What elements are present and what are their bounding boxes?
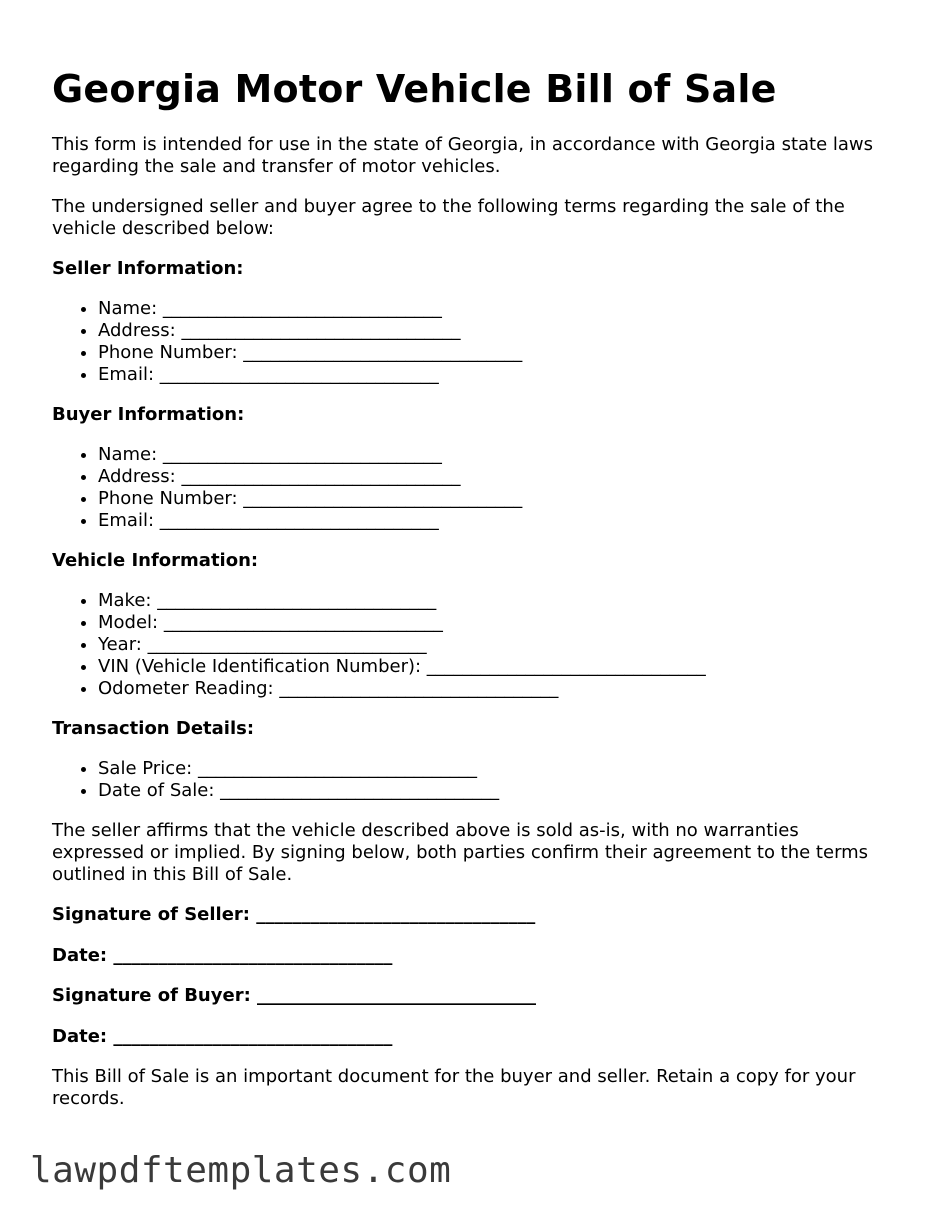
vehicle-model-field: • Model: _______________________________: [98, 612, 892, 634]
buyer-phone-field: • Phone Number: _______________________________: [98, 488, 892, 510]
vehicle-make-field: • Make: _______________________________: [98, 590, 892, 612]
seller-phone-field: • Phone Number: _______________________________: [98, 342, 892, 364]
sale-price-field: • Sale Price: _______________________________: [98, 758, 892, 780]
seller-signature-line: Signature of Seller: _______________________________: [52, 904, 536, 925]
sale-date-field: • Date of Sale: _______________________________: [98, 780, 892, 802]
seller-address-field: • Address: _______________________________: [98, 320, 892, 342]
section-heading: Vehicle Information:: [52, 550, 259, 571]
closing-paragraph: This Bill of Sale is an important document for the buyer and seller. Retain a copy for your records.: [52, 1066, 856, 1109]
field-list: [52, 590, 892, 700]
section-heading: Seller Information:: [52, 258, 244, 279]
field-list: [52, 298, 892, 386]
watermark-text: lawpdftemplates.com: [30, 1150, 452, 1191]
intro-paragraph: This form is intended for use in the state of Georgia, in accordance with Georgia state laws regarding the sale and transfer of motor vehicles.: [52, 134, 874, 177]
section-heading: Transaction Details:: [52, 718, 255, 739]
document-page: [52, 66, 892, 1128]
buyer-name-field: • Name: _______________________________: [98, 444, 892, 466]
seller-name-field: • Name: _______________________________: [98, 298, 892, 320]
buyer-date-line: Date: _______________________________: [52, 1025, 393, 1047]
seller-email-field: • Email: _______________________________: [98, 364, 892, 386]
seller-date-line: Date: _______________________________: [52, 944, 393, 966]
vehicle-vin-field: • VIN (Vehicle Identification Number): _______________________________: [98, 656, 892, 678]
agreement-paragraph: The undersigned seller and buyer agree to the following terms regarding the sale of the vehicle described below:: [52, 196, 845, 239]
buyer-address-field: • Address: _______________________________: [98, 466, 892, 488]
vehicle-year-field: • Year: _______________________________: [98, 634, 892, 656]
buyer-email-field: • Email: _______________________________: [98, 510, 892, 532]
field-list: [52, 444, 892, 532]
vehicle-odometer-field: • Odometer Reading: _______________________________: [98, 678, 892, 700]
section-buyer-information: [52, 404, 892, 532]
buyer-signature-line: Signature of Buyer: _______________________________: [52, 985, 537, 1006]
document-title: Georgia Motor Vehicle Bill of Sale: [52, 67, 777, 111]
section-seller-information: [52, 258, 892, 386]
section-transaction-details: [52, 718, 892, 802]
section-vehicle-information: [52, 550, 892, 700]
field-list: [52, 758, 892, 802]
section-heading: Buyer Information:: [52, 404, 245, 425]
affirmation-paragraph: The seller affirms that the vehicle described above is sold as-is, with no warranties expressed or implied. By signing below, both parties confirm their agreement to the terms outlined in this Bill of Sale.: [52, 820, 869, 885]
